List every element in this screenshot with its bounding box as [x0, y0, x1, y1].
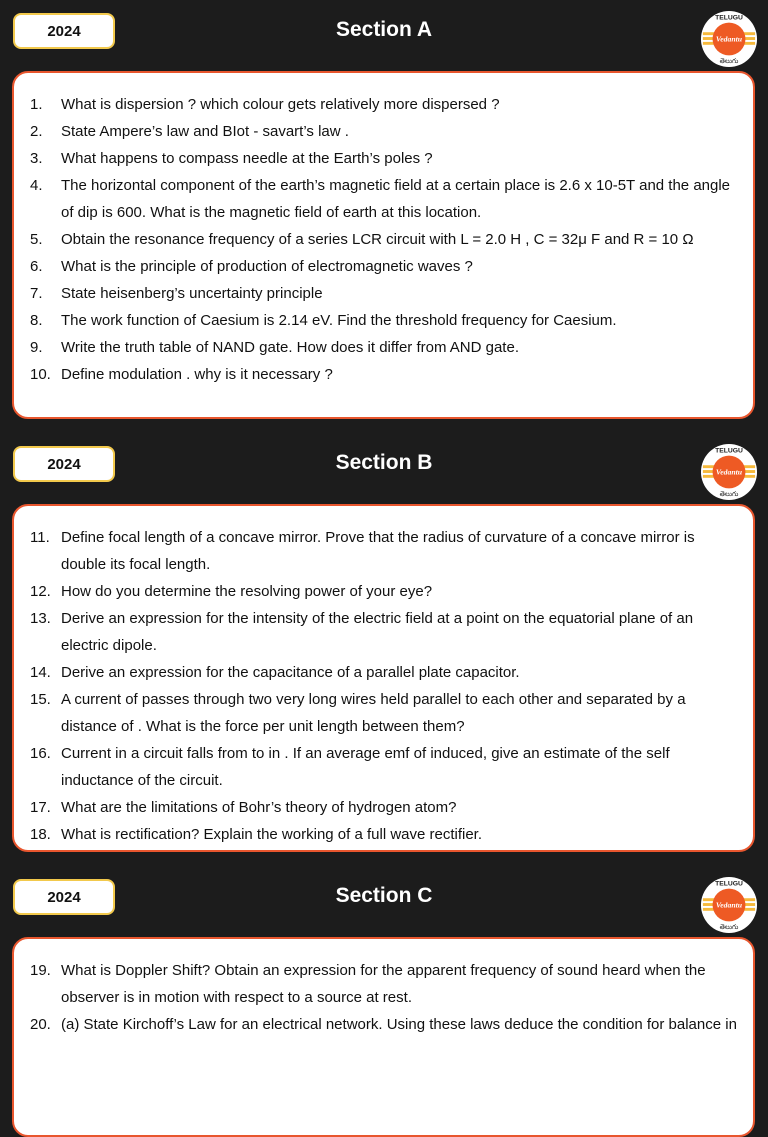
- section-title: Section A: [335, 18, 433, 41]
- question-number: 10.: [30, 366, 51, 383]
- question-number: 7.: [30, 285, 43, 302]
- question-item: [30, 307, 743, 334]
- logo-top-text: TELUGU: [715, 880, 743, 888]
- logo-brand-text: Vedantu: [715, 467, 743, 477]
- question-item: [30, 957, 743, 1011]
- question-text: Write the truth table of NAND gate. How does it differ from AND gate.: [61, 339, 519, 356]
- question-number: 20.: [30, 1016, 51, 1033]
- question-text: The work function of Caesium is 2.14 eV. Find the threshold frequency for Caesium.: [61, 312, 617, 329]
- section-header: [0, 0, 768, 66]
- question-item: [30, 1011, 743, 1038]
- question-text: The horizontal component of the earth’s magnetic field at a certain place is 2.6 x 10-5T and the angle of dip is 600. What is the magnetic field of earth at this location.: [61, 177, 731, 221]
- question-number: 8.: [30, 312, 43, 329]
- year-badge: 2024: [13, 446, 115, 482]
- question-text: What are the limitations of Bohr’s theory of hydrogen atom?: [61, 799, 457, 816]
- section-a: [0, 0, 768, 383]
- question-text: What is the principle of production of electromagnetic waves ?: [61, 258, 473, 275]
- logo-bottom-text: తెలుగు: [719, 923, 739, 932]
- question-text: What is rectification? Explain the working of a full wave rectifier.: [61, 826, 483, 843]
- question-item: [30, 226, 743, 253]
- vedantu-telugu-logo: [700, 443, 758, 501]
- logo-top-text: TELUGU: [715, 14, 743, 22]
- question-number: 17.: [30, 799, 51, 816]
- question-item: [30, 821, 743, 848]
- logo-brand-text: Vedantu: [715, 900, 743, 910]
- question-number: 13.: [30, 610, 51, 627]
- question-text: Obtain the resonance frequency of a series LCR circuit with L = 2.0 H , C = 32μ F and R = 10 Ω: [61, 231, 694, 248]
- year-badge: 2024: [13, 879, 115, 915]
- question-item: [30, 334, 743, 361]
- section-header: [0, 866, 768, 932]
- question-number: 11.: [30, 529, 50, 546]
- question-text: (a) State Kirchoff’s Law for an electrical network. Using these laws deduce the condition for balance in: [61, 1016, 737, 1033]
- logo-brand-text: Vedantu: [715, 34, 743, 44]
- question-number: 4.: [30, 177, 43, 194]
- question-text: Derive an expression for the capacitance of a parallel plate capacitor.: [61, 664, 520, 681]
- question-number: 14.: [30, 664, 51, 681]
- question-item: [30, 740, 743, 794]
- question-text: Define focal length of a concave mirror. Prove that the radius of curvature of a concave mirror is double its focal length.: [61, 529, 695, 573]
- logo-bottom-text: తెలుగు: [719, 490, 739, 499]
- questions-card: [12, 71, 755, 419]
- question-item: [30, 145, 743, 172]
- question-list: [14, 506, 753, 848]
- question-item: [30, 253, 743, 280]
- section-title: Section B: [335, 451, 433, 474]
- question-item: [30, 578, 743, 605]
- question-item: [30, 172, 743, 226]
- question-text: Current in a circuit falls from to in . If an average emf of induced, give an estimate of the self inductance of the circuit.: [61, 745, 670, 789]
- question-number: 9.: [30, 339, 43, 356]
- question-item: [30, 794, 743, 821]
- question-number: 2.: [30, 123, 43, 140]
- question-text: What is dispersion ? which colour gets relatively more dispersed ?: [61, 96, 500, 113]
- logo-top-text: TELUGU: [715, 447, 743, 455]
- question-item: [30, 686, 743, 740]
- question-item: [30, 605, 743, 659]
- question-text: Derive an expression for the intensity of the electric field at a point on the equatorial plane of an electric dipole.: [61, 610, 694, 654]
- question-text: State heisenberg’s uncertainty principle: [61, 285, 323, 302]
- question-item: [30, 91, 743, 118]
- question-number: 6.: [30, 258, 43, 275]
- question-text: A current of passes through two very long wires held parallel to each other and separated by a distance of . What is the force per unit length between them?: [61, 691, 686, 735]
- question-item: [30, 361, 743, 388]
- question-item: [30, 118, 743, 145]
- question-list: [14, 73, 753, 388]
- section-c: [0, 866, 768, 1033]
- question-number: 3.: [30, 150, 43, 167]
- question-number: 19.: [30, 962, 51, 979]
- question-text: How do you determine the resolving power of your eye?: [61, 583, 433, 600]
- question-number: 18.: [30, 826, 51, 843]
- questions-card: [12, 504, 755, 852]
- questions-card: [12, 937, 755, 1137]
- year-badge: 2024: [13, 13, 115, 49]
- question-number: 5.: [30, 231, 43, 248]
- question-number: 12.: [30, 583, 51, 600]
- logo-bottom-text: తెలుగు: [719, 57, 739, 66]
- question-number: 16.: [30, 745, 51, 762]
- question-number: 15.: [30, 691, 51, 708]
- question-text: What happens to compass needle at the Earth’s poles ?: [61, 150, 433, 167]
- section-title: Section C: [335, 884, 433, 907]
- question-list: [14, 939, 753, 1038]
- question-item: [30, 659, 743, 686]
- question-item: [30, 280, 743, 307]
- vedantu-telugu-logo: [700, 876, 758, 934]
- question-text: What is Doppler Shift? Obtain an expression for the apparent frequency of sound heard when the observer is in motion with respect to a source at rest.: [61, 962, 706, 1006]
- question-number: 1.: [30, 96, 43, 113]
- section-b: [0, 433, 768, 843]
- section-header: [0, 433, 768, 499]
- vedantu-telugu-logo: [700, 10, 758, 68]
- question-item: [30, 524, 743, 578]
- question-text: State Ampere’s law and BIot - savart’s law .: [61, 123, 349, 140]
- question-text: Define modulation . why is it necessary ?: [61, 366, 333, 383]
